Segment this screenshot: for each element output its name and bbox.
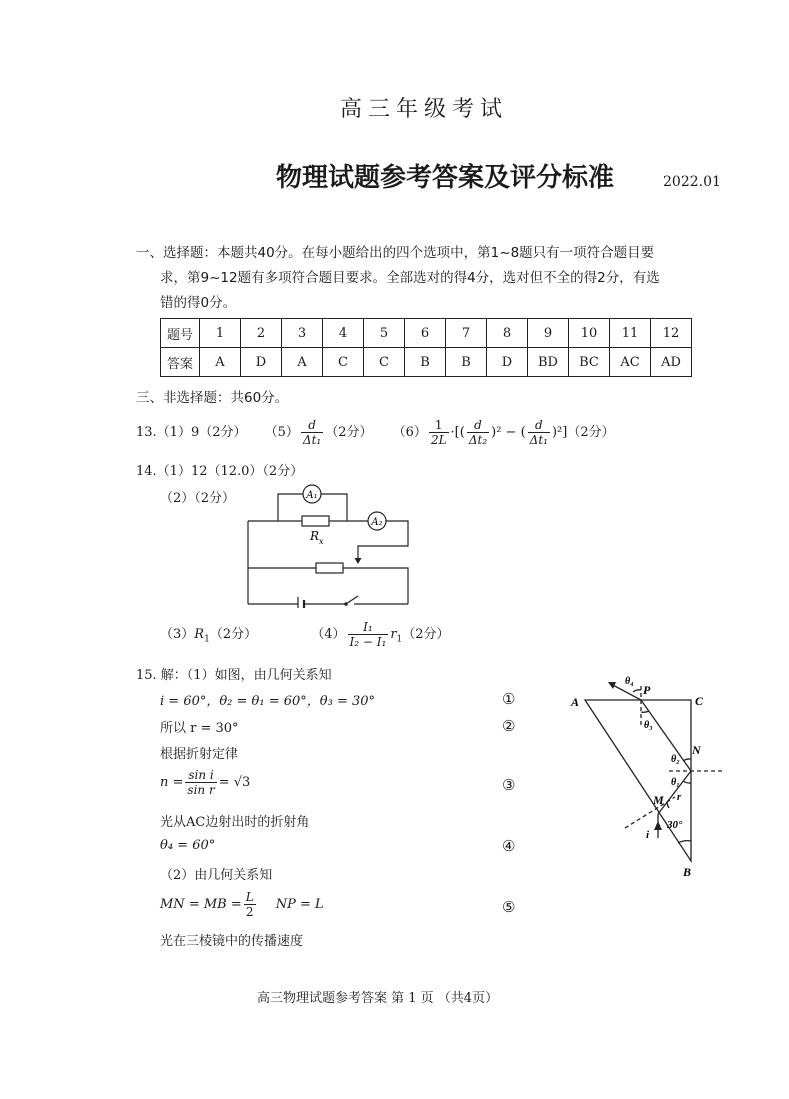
q13-part6-fraction2 bbox=[467, 418, 489, 447]
table-cell: B bbox=[405, 348, 446, 377]
label-m: M bbox=[653, 793, 664, 807]
ammeter-a1-label: A₁ bbox=[306, 490, 318, 501]
q15-mn-right: NP = L bbox=[275, 897, 324, 912]
label-theta3: θ₃ bbox=[644, 720, 653, 731]
table-cell: 7 bbox=[446, 319, 487, 348]
q15-n-right: = √3 bbox=[218, 775, 251, 790]
fraction-numerator: d bbox=[467, 418, 489, 433]
q15-n-line bbox=[160, 768, 250, 797]
label-a: A bbox=[571, 695, 580, 709]
q13-line bbox=[136, 418, 615, 447]
q14-part3-label: （3） bbox=[160, 627, 195, 642]
switch-pivot bbox=[344, 602, 348, 606]
exam-date: 2022.01 bbox=[663, 174, 721, 190]
table-cell: 6 bbox=[405, 319, 446, 348]
table-cell: 10 bbox=[569, 319, 610, 348]
q13-part6-fraction bbox=[429, 418, 449, 447]
fraction-numerator: I₁ bbox=[348, 620, 389, 635]
fraction-denominator: 2 bbox=[245, 905, 254, 919]
q14-part4-score: （2分） bbox=[402, 627, 450, 642]
q13-part5-label: （5） bbox=[264, 425, 299, 440]
table-row-answers bbox=[161, 348, 692, 377]
q14-part3-subscript: 1 bbox=[204, 634, 210, 645]
fraction-numerator: 1 bbox=[429, 418, 449, 433]
q13-part6-end: )²]（2分） bbox=[551, 425, 615, 440]
table-cell: C bbox=[323, 348, 364, 377]
q13-part6-label: （6） bbox=[392, 425, 427, 440]
label-theta4: θ₄ bbox=[625, 676, 634, 687]
q15-angles: i = 60°，θ₂ = θ₁ = 60°，θ₃ = 30° bbox=[160, 694, 376, 709]
q14-part1: 14.（1）12（12.0）（2分） bbox=[136, 464, 304, 479]
q15-n-fraction bbox=[185, 768, 216, 797]
q14-part2: （2）（2分） bbox=[160, 491, 236, 506]
equation-marker: ② bbox=[502, 717, 516, 735]
switch-icon bbox=[346, 596, 358, 604]
q15-r: 所以 r = 30° bbox=[160, 721, 239, 736]
incident-arrow-icon bbox=[654, 821, 662, 830]
fraction-denominator: 2L bbox=[430, 433, 447, 447]
q14-part4-r: r bbox=[390, 627, 397, 642]
q13-part5-fraction bbox=[301, 418, 323, 447]
resistor-rx-label: R bbox=[310, 529, 320, 543]
exam-title: 高三年级考试 bbox=[340, 97, 509, 122]
table-cell: 8 bbox=[487, 319, 528, 348]
table-cell: C bbox=[364, 348, 405, 377]
label-theta1: θ₁ bbox=[671, 777, 680, 788]
q13-part6-sep: )² − ( bbox=[491, 425, 526, 440]
q13-part5-score: （2分） bbox=[325, 425, 373, 440]
answer-table bbox=[160, 318, 692, 377]
q14-part34-line bbox=[160, 620, 450, 649]
table-row-label: 题号 bbox=[161, 319, 200, 348]
circuit-wire bbox=[321, 494, 347, 521]
q15-n-left: n = bbox=[160, 775, 184, 790]
table-cell: A bbox=[282, 348, 323, 377]
main-title: 物理试题参考答案及评分标准 bbox=[276, 163, 615, 193]
table-cell: 5 bbox=[364, 319, 405, 348]
label-c: C bbox=[695, 694, 704, 708]
circuit-diagram bbox=[240, 478, 420, 608]
table-cell: 4 bbox=[323, 319, 364, 348]
equation-marker: ⑤ bbox=[502, 898, 516, 916]
angle-arc-r bbox=[667, 802, 669, 808]
slider-arrow-icon bbox=[355, 558, 362, 564]
circuit-wire bbox=[343, 568, 408, 604]
equation-marker: ③ bbox=[502, 776, 516, 794]
section1-line2: 求，第9~12题有多项符合题目要求。全部选对的得4分，选对但不全的得2分，有选 bbox=[160, 270, 660, 286]
angle-arc-theta3 bbox=[641, 711, 649, 712]
q15-theta4: θ₄ = 60° bbox=[160, 838, 216, 853]
q13-part6-fraction3 bbox=[528, 418, 550, 447]
fraction-numerator: d bbox=[301, 418, 323, 433]
table-row-label: 答案 bbox=[161, 348, 200, 377]
fraction-denominator: Δt₂ bbox=[468, 433, 488, 447]
q14-part4-fraction bbox=[348, 620, 389, 649]
q14-part3-score: （2分） bbox=[209, 627, 258, 642]
q15-mn-line bbox=[160, 890, 324, 919]
equation-marker: ④ bbox=[502, 837, 516, 855]
q15-intro: 15. 解：（1）如图，由几何关系知 bbox=[136, 668, 332, 683]
resistor-rx-icon bbox=[302, 516, 329, 526]
angle-arc-30 bbox=[678, 841, 691, 843]
table-cell: BC bbox=[569, 348, 610, 377]
q15-ac: 光从AC边射出时的折射角 bbox=[160, 815, 310, 830]
table-cell: AD bbox=[651, 348, 692, 377]
table-cell: AC bbox=[610, 348, 651, 377]
label-30-degrees: 30° bbox=[667, 819, 683, 831]
fraction-denominator: I₂ − I₁ bbox=[349, 635, 387, 649]
label-b: B bbox=[683, 865, 692, 879]
table-cell: 2 bbox=[241, 319, 282, 348]
resistor-rx-subscript: x bbox=[319, 537, 324, 546]
fraction-numerator: d bbox=[528, 418, 550, 433]
table-cell: 9 bbox=[528, 319, 569, 348]
page-footer: 高三物理试题参考答案 第 1 页 （共4页） bbox=[257, 991, 499, 1006]
angle-arc-theta4 bbox=[633, 690, 641, 692]
section1-line3: 错的得0分。 bbox=[160, 295, 237, 311]
table-cell: 11 bbox=[610, 319, 651, 348]
circuit-wire bbox=[278, 494, 303, 521]
equation-marker: ① bbox=[502, 690, 516, 708]
table-cell: D bbox=[487, 348, 528, 377]
q14-part4-r-subscript: 1 bbox=[396, 634, 403, 645]
q13-part6-mid: ·[( bbox=[450, 425, 465, 440]
label-r: r bbox=[677, 792, 681, 803]
table-cell: B bbox=[446, 348, 487, 377]
q15-speed: 光在三棱镜中的传播速度 bbox=[160, 934, 304, 949]
fraction-numerator: sin i bbox=[185, 768, 216, 783]
table-cell: 12 bbox=[651, 319, 692, 348]
angle-arc-theta2 bbox=[683, 759, 691, 761]
q15-mn-left: MN = MB = bbox=[160, 897, 242, 912]
table-cell: D bbox=[241, 348, 282, 377]
fraction-numerator: L bbox=[245, 890, 254, 904]
section1-line1: 一、选择题：本题共40分。在每小题给出的四个选项中，第1~8题只有一项符合题目要 bbox=[136, 245, 655, 261]
table-cell: A bbox=[200, 348, 241, 377]
table-cell: 1 bbox=[200, 319, 241, 348]
prism-diagram bbox=[565, 668, 740, 883]
q14-part4-label: （4） bbox=[311, 627, 346, 642]
label-i: i bbox=[646, 829, 650, 841]
table-cell: BD bbox=[528, 348, 569, 377]
label-theta2: θ₂ bbox=[671, 754, 680, 765]
fraction-denominator: sin r bbox=[187, 783, 215, 797]
label-n: N bbox=[692, 743, 701, 757]
q15-law: 根据折射定律 bbox=[160, 747, 239, 762]
q13-part1: 13.（1）9（2分） bbox=[136, 425, 247, 440]
section3-heading: 三、非选择题：共60分。 bbox=[136, 390, 289, 406]
q15-part2: （2）由几何关系知 bbox=[160, 868, 273, 883]
label-p: P bbox=[643, 683, 651, 697]
q14-part3-value: R bbox=[194, 627, 205, 642]
table-cell: 3 bbox=[282, 319, 323, 348]
ammeter-a2-label: A₂ bbox=[371, 517, 383, 528]
q15-mn-fraction bbox=[244, 890, 256, 919]
fraction-denominator: Δt₁ bbox=[529, 433, 548, 447]
rheostat-icon bbox=[316, 563, 343, 573]
table-row-numbers bbox=[161, 319, 692, 348]
angle-arc-theta1 bbox=[683, 781, 691, 783]
fraction-denominator: Δt₁ bbox=[302, 433, 322, 447]
